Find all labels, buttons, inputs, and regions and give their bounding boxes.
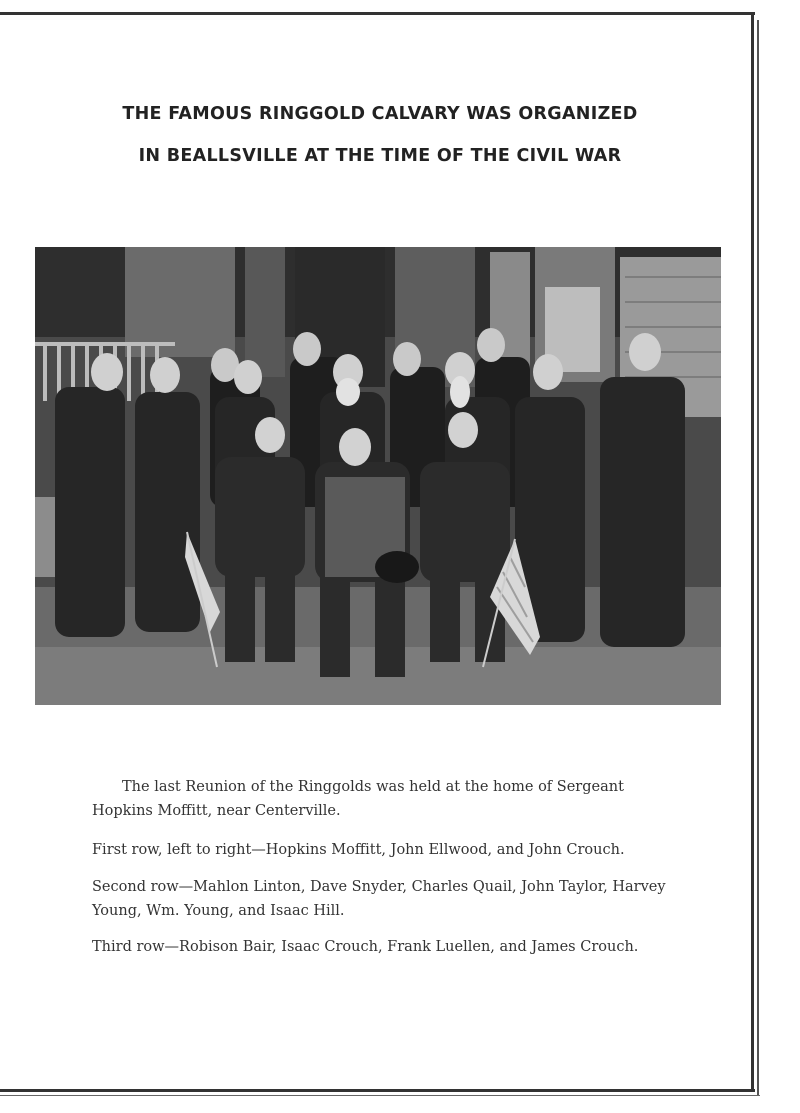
caption-reunion: The last Reunion of the Ringgolds was held at the home of Sergeant Hopkins Moffitt, near Centerville. <box>92 779 624 819</box>
caption-third-row: Third row—Robison Bair, Isaac Crouch, Frank Luellen, and James Crouch. <box>92 939 639 955</box>
page-border-bottom-inner <box>0 1095 760 1096</box>
group-photograph <box>35 247 721 705</box>
page-title-line-1: THE FAMOUS RINGGOLD CALVARY WAS ORGANIZED <box>122 104 638 124</box>
page-border-top <box>0 12 755 15</box>
page-border-right <box>751 12 754 1092</box>
page-border-bottom <box>0 1089 755 1092</box>
page-title-line-2: IN BEALLSVILLE AT THE TIME OF THE CIVIL WAR <box>138 146 622 166</box>
caption-second-row: Second row—Mahlon Linton, Dave Snyder, Charles Quail, John Taylor, Harvey Young, Wm. Young, and Isaac Hill. <box>92 879 666 919</box>
caption-first-row: First row, left to right—Hopkins Moffitt, John Ellwood, and John Crouch. <box>92 842 625 858</box>
page-border-right-inner <box>757 20 759 1095</box>
